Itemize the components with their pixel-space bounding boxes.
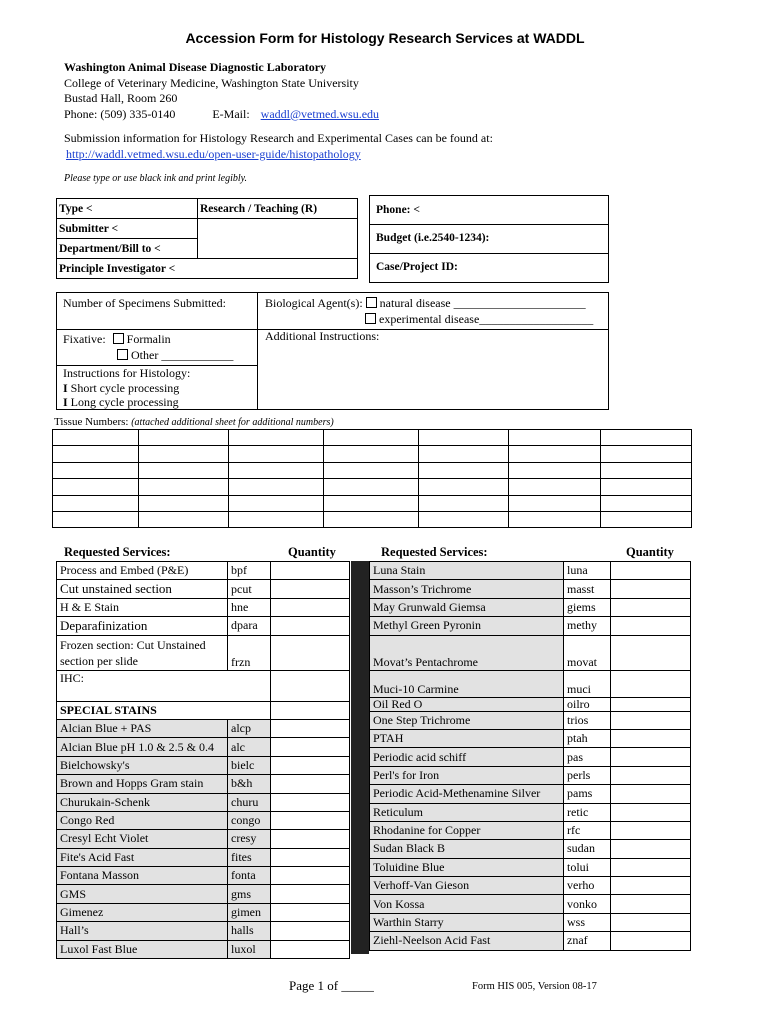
special-stain-row bbox=[57, 793, 350, 811]
special-stain-row bbox=[57, 830, 350, 848]
service-name: Periodic Acid-Methenamine Silver bbox=[370, 785, 564, 803]
service-name: Luna Stain bbox=[370, 562, 564, 580]
service-name: Fontana Masson bbox=[57, 867, 228, 885]
tissue-number-cell[interactable] bbox=[228, 511, 323, 527]
tissue-number-cell[interactable] bbox=[601, 495, 692, 511]
service-row bbox=[370, 858, 691, 876]
service-row bbox=[370, 766, 691, 784]
service-code: churu bbox=[228, 793, 271, 811]
service-row bbox=[370, 670, 691, 697]
experimental-row bbox=[365, 312, 593, 327]
tissue-row bbox=[53, 511, 692, 527]
other-checkbox[interactable] bbox=[117, 349, 128, 360]
service-quantity-input[interactable] bbox=[611, 562, 691, 580]
service-row bbox=[370, 617, 691, 635]
tissue-number-cell[interactable] bbox=[419, 479, 509, 495]
submitter-value-cell[interactable] bbox=[198, 219, 358, 259]
service-row bbox=[57, 598, 350, 616]
special-stain-row bbox=[57, 903, 350, 921]
service-name: Fite's Acid Fast bbox=[57, 848, 228, 866]
department-field[interactable]: Department/Bill to < bbox=[57, 239, 198, 259]
service-name: GMS bbox=[57, 885, 228, 903]
service-name: Movat’s Pentachrome bbox=[370, 635, 564, 670]
service-name: Sudan Black B bbox=[370, 840, 564, 858]
tissue-number-cell[interactable] bbox=[323, 511, 419, 527]
service-name: Masson’s Trichrome bbox=[370, 580, 564, 598]
service-code: rfc bbox=[564, 821, 611, 839]
service-name: Perl's for Iron bbox=[370, 766, 564, 784]
tissue-number-cell[interactable] bbox=[138, 479, 228, 495]
service-code: luna bbox=[564, 562, 611, 580]
service-quantity-input[interactable] bbox=[271, 867, 350, 885]
service-name: Methyl Green Pyronin bbox=[370, 617, 564, 635]
service-name: Alcian Blue pH 1.0 & 2.5 & 0.4 bbox=[57, 738, 228, 756]
tissue-number-cell[interactable] bbox=[228, 430, 323, 446]
service-code: giems bbox=[564, 598, 611, 616]
tissue-number-cell[interactable] bbox=[509, 495, 601, 511]
tissue-number-cell[interactable] bbox=[601, 511, 692, 527]
tissue-number-cell[interactable] bbox=[509, 446, 601, 462]
services-divider bbox=[351, 561, 369, 954]
tissue-number-cell[interactable] bbox=[509, 430, 601, 446]
contact-info-box bbox=[369, 195, 609, 283]
tissue-numbers-heading bbox=[54, 416, 334, 428]
long-cycle-label: Long cycle processing bbox=[70, 395, 179, 409]
tissue-number-cell[interactable] bbox=[419, 430, 509, 446]
special-stain-row bbox=[57, 940, 350, 958]
tissue-number-cell[interactable] bbox=[509, 479, 601, 495]
email-link[interactable]: waddl@vetmed.wsu.edu bbox=[260, 106, 380, 121]
service-name-line1: Frozen section: Cut Unstained bbox=[60, 637, 206, 652]
service-code: oilro bbox=[564, 697, 611, 711]
tissue-number-cell[interactable] bbox=[601, 479, 692, 495]
tissue-row bbox=[53, 495, 692, 511]
service-code: pcut bbox=[228, 580, 271, 598]
tissue-number-cell[interactable] bbox=[419, 462, 509, 478]
special-stains-label: SPECIAL STAINS bbox=[57, 701, 271, 719]
num-specimens-label: Number of Specimens Submitted: bbox=[63, 296, 226, 310]
service-row bbox=[370, 895, 691, 913]
histology-instructions-label: Instructions for Histology: bbox=[63, 366, 191, 380]
additional-instructions-label: Additional Instructions: bbox=[265, 329, 380, 343]
service-quantity-input[interactable] bbox=[611, 821, 691, 839]
tissue-number-cell[interactable] bbox=[419, 511, 509, 527]
service-row bbox=[370, 932, 691, 950]
service-quantity-input[interactable] bbox=[611, 617, 691, 635]
tissue-number-cell[interactable] bbox=[138, 462, 228, 478]
service-quantity-input[interactable] bbox=[271, 793, 350, 811]
tissue-number-cell[interactable] bbox=[323, 430, 419, 446]
service-name: Verhoff-Van Gieson bbox=[370, 877, 564, 895]
service-row bbox=[370, 562, 691, 580]
service-quantity-input[interactable] bbox=[271, 885, 350, 903]
tissue-number-cell[interactable] bbox=[53, 495, 139, 511]
other-label: Other ____________ bbox=[131, 348, 234, 362]
service-quantity-input[interactable] bbox=[271, 903, 350, 921]
short-cycle-label: Short cycle processing bbox=[70, 381, 180, 395]
lab-address: Bustad Hall, Room 260 bbox=[64, 91, 178, 105]
service-quantity-input[interactable] bbox=[611, 748, 691, 766]
service-quantity-input[interactable] bbox=[611, 932, 691, 950]
service-row bbox=[370, 821, 691, 839]
lab-college: College of Veterinary Medicine, Washington State University bbox=[64, 75, 359, 90]
bio-agent-row bbox=[265, 296, 586, 311]
service-name: Von Kossa bbox=[370, 895, 564, 913]
service-name: Brown and Hopps Gram stain bbox=[57, 775, 228, 793]
service-row bbox=[370, 785, 691, 803]
form-version: Form HIS 005, Version 08-17 bbox=[472, 981, 597, 992]
submitter-info-table bbox=[56, 198, 358, 279]
service-name: Gimenez bbox=[57, 903, 228, 921]
tissue-number-cell[interactable] bbox=[323, 495, 419, 511]
tissue-number-cell[interactable] bbox=[53, 430, 139, 446]
tissue-number-cell[interactable] bbox=[53, 446, 139, 462]
service-name: Muci-10 Carmine bbox=[370, 670, 564, 697]
tissue-number-cell[interactable] bbox=[601, 446, 692, 462]
bio-agent-label: Biological Agent(s): bbox=[265, 296, 363, 310]
service-row bbox=[57, 580, 350, 598]
service-code: trios bbox=[564, 711, 611, 729]
service-code: bpf bbox=[228, 562, 271, 580]
service-name: Warthin Starry bbox=[370, 913, 564, 931]
service-name: Deparafinization bbox=[57, 617, 228, 635]
service-row bbox=[370, 840, 691, 858]
service-name: Ziehl-Neelson Acid Fast bbox=[370, 932, 564, 950]
service-quantity-input[interactable] bbox=[611, 598, 691, 616]
ink-note: Please type or use black ink and print legibly. bbox=[64, 173, 248, 184]
service-quantity-input[interactable] bbox=[271, 848, 350, 866]
special-stains-blank bbox=[271, 701, 350, 719]
service-quantity-input[interactable] bbox=[611, 670, 691, 697]
service-quantity-input[interactable] bbox=[271, 670, 350, 701]
natural-disease-checkbox[interactable] bbox=[366, 297, 377, 308]
service-row bbox=[57, 562, 350, 580]
tissue-number-cell[interactable] bbox=[419, 446, 509, 462]
service-row bbox=[370, 913, 691, 931]
service-quantity-input[interactable] bbox=[271, 635, 350, 670]
service-row bbox=[370, 598, 691, 616]
fixative-row bbox=[63, 332, 171, 347]
service-name: Oil Red O bbox=[370, 697, 564, 711]
service-code: alcp bbox=[228, 719, 271, 737]
special-stain-row bbox=[57, 775, 350, 793]
service-code: fites bbox=[228, 848, 271, 866]
service-quantity-input[interactable] bbox=[611, 913, 691, 931]
service-quantity-input[interactable] bbox=[611, 729, 691, 747]
service-code: fonta bbox=[228, 867, 271, 885]
service-code: muci bbox=[564, 670, 611, 697]
service-code: movat bbox=[564, 635, 611, 670]
service-quantity-input[interactable] bbox=[271, 617, 350, 635]
service-name: Bielchowsky's bbox=[57, 756, 228, 774]
service-row bbox=[57, 670, 350, 701]
natural-disease-label: natural disease ______________________ bbox=[379, 296, 586, 310]
lab-name: Washington Animal Disease Diagnostic Laboratory bbox=[64, 60, 327, 74]
long-cycle-row bbox=[63, 395, 179, 410]
submission-text: Submission information for Histology Research and Experimental Cases can be found at: bbox=[64, 131, 493, 145]
tissue-number-cell[interactable] bbox=[509, 462, 601, 478]
service-quantity-input[interactable] bbox=[271, 738, 350, 756]
submitter-field[interactable]: Submitter < bbox=[57, 219, 198, 239]
service-row bbox=[370, 748, 691, 766]
service-quantity-input[interactable] bbox=[611, 803, 691, 821]
service-quantity-input[interactable] bbox=[611, 858, 691, 876]
tissue-number-cell[interactable] bbox=[53, 462, 139, 478]
service-quantity-input[interactable] bbox=[611, 580, 691, 598]
service-code: cresy bbox=[228, 830, 271, 848]
tissue-row bbox=[53, 479, 692, 495]
service-quantity-input[interactable] bbox=[271, 756, 350, 774]
tissue-number-cell[interactable] bbox=[228, 479, 323, 495]
budget-field[interactable]: Budget (i.e.2540-1234): bbox=[376, 232, 490, 244]
service-quantity-input[interactable] bbox=[271, 922, 350, 940]
tissue-number-cell[interactable] bbox=[323, 446, 419, 462]
tissue-number-cell[interactable] bbox=[228, 495, 323, 511]
service-quantity-input[interactable] bbox=[271, 719, 350, 737]
service-code: znaf bbox=[564, 932, 611, 950]
form-title: Accession Form for Histology Research Services at WADDL bbox=[185, 30, 585, 46]
tissue-numbers-label: Tissue Numbers: bbox=[54, 416, 129, 428]
tissue-number-cell[interactable] bbox=[419, 495, 509, 511]
special-stain-row bbox=[57, 738, 350, 756]
service-quantity-input[interactable] bbox=[611, 697, 691, 711]
right-services-table bbox=[369, 561, 691, 951]
service-code: ptah bbox=[564, 729, 611, 747]
quantity-header-right: Quantity bbox=[626, 545, 674, 559]
service-code: pams bbox=[564, 785, 611, 803]
requested-services-header-left: Requested Services: bbox=[64, 545, 171, 559]
type-field[interactable]: Type < bbox=[57, 199, 198, 219]
formalin-checkbox[interactable] bbox=[113, 333, 124, 344]
tissue-row bbox=[53, 462, 692, 478]
tissue-number-cell[interactable] bbox=[601, 430, 692, 446]
service-code: dpara bbox=[228, 617, 271, 635]
tissue-numbers-table bbox=[52, 429, 692, 528]
service-row bbox=[57, 617, 350, 635]
service-code: gimen bbox=[228, 903, 271, 921]
service-quantity-input[interactable] bbox=[611, 840, 691, 858]
phone-field[interactable]: Phone: < bbox=[376, 204, 420, 216]
lab-info bbox=[64, 60, 493, 187]
specimen-box bbox=[56, 292, 609, 410]
service-name-line2: section per slide bbox=[60, 653, 138, 668]
experimental-disease-checkbox[interactable] bbox=[365, 313, 376, 324]
short-cycle-row bbox=[63, 381, 179, 396]
tissue-number-cell[interactable] bbox=[228, 462, 323, 478]
service-code: wss bbox=[564, 913, 611, 931]
service-name: H & E Stain bbox=[57, 598, 228, 616]
tissue-number-cell[interactable] bbox=[601, 462, 692, 478]
service-row bbox=[370, 635, 691, 670]
formalin-label: Formalin bbox=[126, 332, 171, 346]
service-quantity-input[interactable] bbox=[271, 598, 350, 616]
service-code: bielc bbox=[228, 756, 271, 774]
special-stain-row bbox=[57, 719, 350, 737]
service-code: alc bbox=[228, 738, 271, 756]
long-cycle-marker-icon[interactable]: I bbox=[63, 395, 68, 409]
tissue-number-cell[interactable] bbox=[509, 511, 601, 527]
short-cycle-marker-icon[interactable]: I bbox=[63, 381, 68, 395]
service-row bbox=[370, 697, 691, 711]
research-teaching-label: Research / Teaching (R) bbox=[198, 199, 358, 219]
tissue-number-cell[interactable] bbox=[323, 462, 419, 478]
tissue-number-cell[interactable] bbox=[228, 446, 323, 462]
service-name: May Grunwald Giemsa bbox=[370, 598, 564, 616]
service-quantity-input[interactable] bbox=[271, 775, 350, 793]
tissue-number-cell[interactable] bbox=[138, 430, 228, 446]
service-quantity-input[interactable] bbox=[271, 830, 350, 848]
service-name: Luxol Fast Blue bbox=[57, 940, 228, 958]
service-quantity-input[interactable] bbox=[611, 766, 691, 784]
service-name: Cut unstained section bbox=[57, 580, 228, 598]
service-quantity-input[interactable] bbox=[271, 811, 350, 829]
other-row bbox=[117, 348, 233, 363]
special-stain-row bbox=[57, 885, 350, 903]
ihc-label: IHC: bbox=[57, 670, 271, 701]
special-stain-row bbox=[57, 848, 350, 866]
service-code: b&h bbox=[228, 775, 271, 793]
service-code: hne bbox=[228, 598, 271, 616]
requested-services-header-right: Requested Services: bbox=[381, 545, 488, 559]
service-name bbox=[57, 635, 228, 670]
service-row bbox=[370, 877, 691, 895]
special-stain-row bbox=[57, 756, 350, 774]
service-code: pas bbox=[564, 748, 611, 766]
service-code: verho bbox=[564, 877, 611, 895]
tissue-number-cell[interactable] bbox=[53, 511, 139, 527]
service-name: PTAH bbox=[370, 729, 564, 747]
service-name: Cresyl Echt Violet bbox=[57, 830, 228, 848]
service-row bbox=[370, 729, 691, 747]
special-stains-header-row bbox=[57, 701, 350, 719]
special-stain-row bbox=[57, 867, 350, 885]
service-quantity-input[interactable] bbox=[611, 895, 691, 913]
pi-field[interactable]: Principle Investigator < bbox=[57, 259, 358, 279]
service-code: luxol bbox=[228, 940, 271, 958]
left-services-table bbox=[56, 561, 350, 959]
service-code: frzn bbox=[228, 635, 271, 670]
service-code: perls bbox=[564, 766, 611, 784]
lab-contact bbox=[64, 107, 493, 123]
service-quantity-input[interactable] bbox=[611, 877, 691, 895]
service-quantity-input[interactable] bbox=[271, 562, 350, 580]
submission-url-link[interactable]: http://waddl.vetmed.wsu.edu/open-user-guide/histopathology bbox=[66, 146, 361, 161]
service-name: Alcian Blue + PAS bbox=[57, 719, 228, 737]
page-number: Page 1 of _____ bbox=[289, 978, 374, 993]
service-name: Congo Red bbox=[57, 811, 228, 829]
lab-phone: Phone: (509) 335-0140 bbox=[64, 106, 176, 121]
tissue-row bbox=[53, 446, 692, 462]
tissue-number-cell[interactable] bbox=[138, 446, 228, 462]
service-code: sudan bbox=[564, 840, 611, 858]
tissue-number-cell[interactable] bbox=[323, 479, 419, 495]
fixative-label: Fixative: bbox=[63, 332, 106, 346]
special-stain-row bbox=[57, 811, 350, 829]
service-name: Process and Embed (P&E) bbox=[57, 562, 228, 580]
service-quantity-input[interactable] bbox=[271, 580, 350, 598]
service-row bbox=[370, 711, 691, 729]
service-code: congo bbox=[228, 811, 271, 829]
service-code: vonko bbox=[564, 895, 611, 913]
experimental-disease-label: experimental disease___________________ bbox=[379, 312, 594, 326]
email-label: E-Mail: bbox=[212, 106, 250, 121]
tissue-row bbox=[53, 430, 692, 446]
service-quantity-input[interactable] bbox=[611, 711, 691, 729]
service-code: masst bbox=[564, 580, 611, 598]
case-project-field[interactable]: Case/Project ID: bbox=[376, 261, 458, 273]
service-quantity-input[interactable] bbox=[611, 635, 691, 670]
service-name: Hall’s bbox=[57, 922, 228, 940]
service-name: Periodic acid schiff bbox=[370, 748, 564, 766]
tissue-numbers-note: (attached additional sheet for additional numbers) bbox=[131, 417, 334, 428]
service-code: methy bbox=[564, 617, 611, 635]
service-row bbox=[57, 635, 350, 670]
service-code: halls bbox=[228, 922, 271, 940]
quantity-header-left: Quantity bbox=[288, 545, 336, 559]
service-name: Rhodanine for Copper bbox=[370, 821, 564, 839]
service-quantity-input[interactable] bbox=[611, 785, 691, 803]
tissue-number-cell[interactable] bbox=[138, 495, 228, 511]
service-name: One Step Trichrome bbox=[370, 711, 564, 729]
tissue-number-cell[interactable] bbox=[138, 511, 228, 527]
special-stain-row bbox=[57, 922, 350, 940]
service-row bbox=[370, 803, 691, 821]
service-quantity-input[interactable] bbox=[271, 940, 350, 958]
service-name: Toluidine Blue bbox=[370, 858, 564, 876]
service-row bbox=[370, 580, 691, 598]
service-code: gms bbox=[228, 885, 271, 903]
tissue-number-cell[interactable] bbox=[53, 479, 139, 495]
service-name: Reticulum bbox=[370, 803, 564, 821]
service-name: Churukain-Schenk bbox=[57, 793, 228, 811]
service-code: tolui bbox=[564, 858, 611, 876]
service-code: retic bbox=[564, 803, 611, 821]
